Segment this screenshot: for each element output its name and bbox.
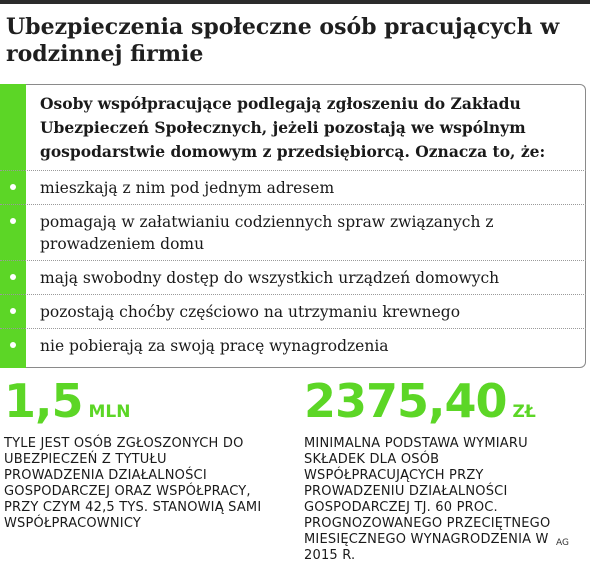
bullet-icon <box>10 218 16 224</box>
top-rule <box>0 0 590 4</box>
list-item-text: pomagają w załatwianiu codziennych spraw związanych z prowadzeniem domu <box>40 213 494 253</box>
list-item <box>0 294 586 328</box>
bullet-icon <box>10 184 16 190</box>
list-item <box>0 260 586 294</box>
stat-caption-people: TYLE JEST OSÓB ZGŁOSZONYCH DO UBEZPIECZEŃ Z TYTUŁU PROWADZENIA DZIAŁALNOŚCI GOSPODARCZEJ ORAZ WSPÓŁPRACY, PRZY CZYM 42,5 TYS. STANOWIĄ SAMI WSPÓŁPRACOWNICY <box>4 436 262 531</box>
stat-value-minimum-base <box>304 376 536 437</box>
criteria-list <box>0 170 586 362</box>
page-title: Ubezpieczenia społeczne osób pracujących w rodzinnej firmie <box>6 14 560 67</box>
list-item <box>0 170 586 204</box>
list-item-text: mają swobodny dostęp do wszystkich urządzeń domowych <box>40 269 500 287</box>
list-item <box>0 328 586 362</box>
bullet-icon <box>10 308 16 314</box>
stat-value-people <box>4 376 130 437</box>
stat-unit: ZŁ <box>512 402 536 422</box>
list-item-text: nie pobierają za swoją pracę wynagrodzenia <box>40 337 389 355</box>
stat-number: 1,5 <box>4 374 83 428</box>
bullet-icon <box>10 342 16 348</box>
stat-unit: MLN <box>88 402 131 422</box>
stat-number: 2375,40 <box>304 374 507 428</box>
list-item-text: mieszkają z nim pod jednym adresem <box>40 179 335 197</box>
intro-text: Osoby współpracujące podlegają zgłoszeniu do Zakładu Ubezpieczeń Społecznych, jeżeli pozostają we wspólnym gospodarstwie domowym z przedsiębiorcą. Oznacza to, że: <box>40 94 546 161</box>
stat-caption-minimum-base: MINIMALNA PODSTAWA WYMIARU SKŁADEK DLA OSÓB WSPÓŁPRACUJĄCYCH PRZY PROWADZENIU DZIAŁALNOŚCI GOSPODARCZEJ TJ. 60 PROC. PROGNOZOWANEGO PRZECIĘTNEGO MIESIĘCZNEGO WYNAGRODZENIA W 2015 R. <box>304 436 551 563</box>
author-initials: AG <box>556 538 569 548</box>
list-item <box>0 204 586 260</box>
list-item-text: pozostają choćby częściowo na utrzymaniu krewnego <box>40 303 461 321</box>
bullet-icon <box>10 274 16 280</box>
